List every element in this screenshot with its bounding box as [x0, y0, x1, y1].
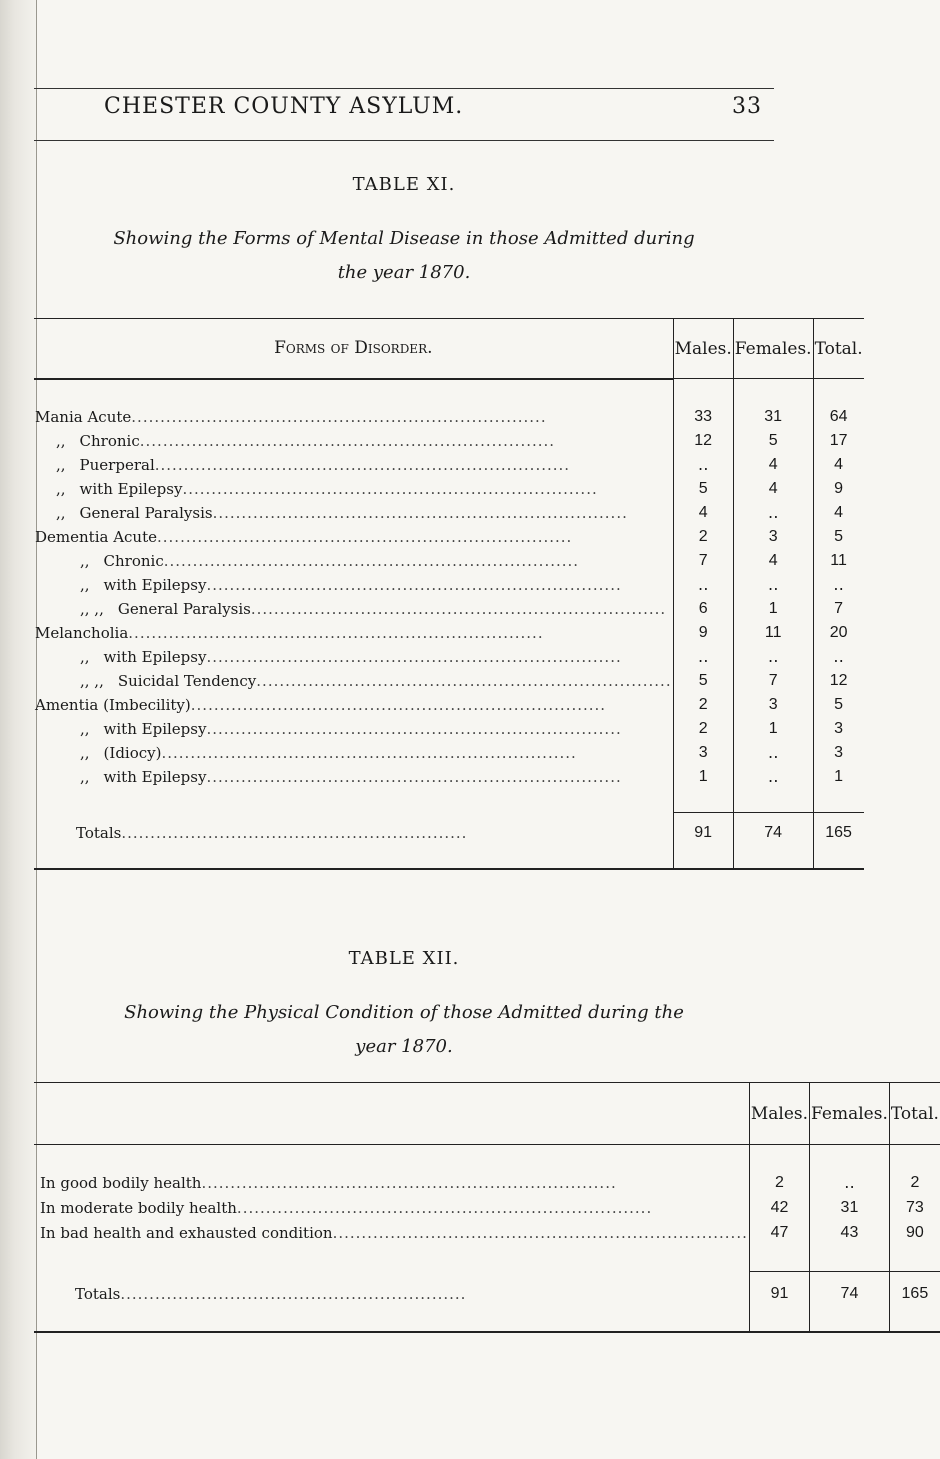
row-label-text: with Epilepsy: [103, 575, 207, 594]
row-label: [80, 744, 161, 762]
cell-total: 3: [813, 717, 864, 741]
table-row: In bad health and exhausted condition ........................................................................ 47 43 90: [34, 1221, 940, 1246]
cell-females: ‥: [733, 645, 813, 669]
row-label-text: Dementia Acute: [35, 527, 157, 546]
ditto-mark: ,,: [80, 647, 90, 666]
row-label-text: Chronic: [103, 551, 164, 570]
col-header-females: Females.: [733, 319, 813, 379]
cell-total: 20: [813, 621, 864, 645]
row-label: [35, 696, 191, 714]
table-row: In good bodily health ........................................................................ 2 ‥ 2: [34, 1171, 940, 1196]
cell-males: 7: [673, 549, 733, 573]
book-binding-edge: [0, 0, 37, 1459]
cell-total: 4: [813, 453, 864, 477]
row-label: [80, 768, 206, 786]
col-header-blank: [34, 1083, 749, 1145]
cell-females: 43: [810, 1221, 890, 1246]
cell-females: 31: [810, 1196, 890, 1221]
cell-total: 2: [889, 1171, 940, 1196]
cell-females: ‥: [733, 573, 813, 597]
table-row: ,, (Idiocy) ........................................................................ 3 ‥ 3: [34, 741, 864, 765]
cell-females: 4: [733, 477, 813, 501]
row-label-text: General Paralysis: [79, 503, 213, 522]
cell-females: 3: [733, 693, 813, 717]
row-label-text: In good bodily health: [40, 1174, 202, 1192]
row-label-text: Puerperal: [79, 455, 155, 474]
cell-total: 4: [813, 501, 864, 525]
cell-females: ‥: [810, 1171, 890, 1196]
row-label: [80, 552, 164, 570]
table12-totals-males: 91: [749, 1272, 809, 1316]
table11-title: TABLE XI.: [352, 174, 456, 195]
cell-males: ‥: [673, 645, 733, 669]
table-row: ,, General Paralysis ........................................................................ 4 ‥ 4: [34, 501, 864, 525]
row-label-text: Mania Acute: [35, 407, 132, 426]
table11-caption-line1: Showing the Forms of Mental Disease in those Admitted during: [113, 228, 695, 249]
table12-col-header-females: Females.: [810, 1083, 890, 1145]
cell-total: ‥: [813, 645, 864, 669]
cell-males: 6: [673, 597, 733, 621]
table-row: ,, Chronic ........................................................................ 7 4 11: [34, 549, 864, 573]
table12-title: TABLE XII.: [348, 948, 460, 969]
table-row: ,, with Epilepsy ........................................................................ 5 4 9: [34, 477, 864, 501]
table-row: ,, ,, General Paralysis ........................................................................ 6 1 7: [34, 597, 864, 621]
cell-males: 4: [673, 501, 733, 525]
ditto-mark: ,,: [56, 455, 66, 474]
row-label-text: In moderate bodily health: [40, 1199, 237, 1217]
cell-total: 9: [813, 477, 864, 501]
ditto-mark: ,,: [80, 575, 90, 594]
row-label: [80, 720, 206, 738]
cell-females: 11: [733, 621, 813, 645]
table12-col-header-males: Males.: [749, 1083, 809, 1145]
table-row: ,, with Epilepsy ........................................................................ ‥ ‥ ‥: [34, 645, 864, 669]
cell-males: 42: [749, 1196, 809, 1221]
running-head: [104, 94, 762, 119]
table-row: ,, Puerperal ........................................................................ ‥ 4 4: [34, 453, 864, 477]
table11-totals-females: 74: [733, 813, 813, 853]
cell-females: ‥: [733, 765, 813, 789]
header-rule: [34, 140, 774, 141]
ditto-mark: ,,: [56, 431, 66, 450]
row-label: [40, 1224, 333, 1242]
cell-total: 12: [813, 669, 864, 693]
row-label-text: with Epilepsy: [103, 719, 207, 738]
row-label-text: General Paralysis: [117, 599, 251, 618]
cell-total: 17: [813, 429, 864, 453]
table-row: In moderate bodily health ........................................................................ 42 31 73: [34, 1196, 940, 1221]
cell-males: 5: [673, 477, 733, 501]
ditto-mark: ,,: [56, 503, 66, 522]
row-label: [80, 648, 206, 666]
cell-males: 47: [749, 1221, 809, 1246]
document-page: [34, 0, 939, 1459]
cell-females: 1: [733, 717, 813, 741]
cell-total: ‥: [813, 573, 864, 597]
table11-totals-label: Totals: [76, 823, 122, 842]
cell-total: 3: [813, 741, 864, 765]
cell-total: 5: [813, 525, 864, 549]
row-label: [56, 432, 140, 450]
table-row: ,, ,, Suicidal Tendency ........................................................................ 5 7 12: [34, 669, 864, 693]
cell-males: 12: [673, 429, 733, 453]
table11-caption: [34, 222, 774, 290]
row-label-text: with Epilepsy: [103, 647, 207, 666]
cell-males: 9: [673, 621, 733, 645]
cell-females: 31: [733, 405, 813, 429]
top-rule: [34, 88, 774, 89]
row-label: [80, 672, 256, 690]
cell-males: 1: [673, 765, 733, 789]
table11-totals-row: Totals ............................................................ 91 74 165: [34, 813, 864, 853]
table12-caption-line2: year 1870.: [355, 1036, 453, 1057]
row-label: [56, 504, 213, 522]
table-row: Mania Acute ........................................................................ 33 31 64: [34, 405, 864, 429]
cell-males: 2: [673, 693, 733, 717]
table12-col-header-total: Total.: [889, 1083, 940, 1145]
table11-totals-males: 91: [673, 813, 733, 853]
row-label-text: Amentia (Imbecility): [35, 695, 191, 714]
row-label: [56, 480, 182, 498]
row-label-text: with Epilepsy: [79, 479, 183, 498]
row-label: [35, 624, 128, 642]
cell-females: 4: [733, 549, 813, 573]
table12-caption: [34, 996, 774, 1064]
ditto-mark: ,,: [56, 479, 66, 498]
ditto-mark: ,,: [80, 767, 90, 786]
ditto-mark: ,,: [80, 719, 90, 738]
table11: [34, 318, 864, 870]
ditto-mark: ,,: [80, 551, 90, 570]
row-label-text: with Epilepsy: [103, 767, 207, 786]
row-label-text: Suicidal Tendency: [117, 671, 257, 690]
table-row: Dementia Acute ........................................................................ 2 3 5: [34, 525, 864, 549]
ditto-mark: ,, ,,: [80, 599, 104, 618]
row-label: [56, 456, 155, 474]
cell-males: 33: [673, 405, 733, 429]
cell-females: 1: [733, 597, 813, 621]
cell-total: 64: [813, 405, 864, 429]
cell-total: 5: [813, 693, 864, 717]
table-row: ,, with Epilepsy ........................................................................ 2 1 3: [34, 717, 864, 741]
cell-males: 2: [673, 525, 733, 549]
table-row: ,, Chronic ........................................................................ 12 5 17: [34, 429, 864, 453]
table12-totals-total: 165: [889, 1272, 940, 1316]
row-label-text: In bad health and exhausted condition: [40, 1224, 333, 1242]
table12-totals-females: 74: [810, 1272, 890, 1316]
row-label: [35, 408, 131, 426]
cell-females: ‥: [733, 741, 813, 765]
row-label-text: Melancholia: [35, 623, 129, 642]
table12-totals-label: Totals: [75, 1284, 121, 1303]
cell-females: 3: [733, 525, 813, 549]
cell-total: 90: [889, 1221, 940, 1246]
cell-total: 7: [813, 597, 864, 621]
ditto-mark: ,,: [80, 743, 90, 762]
cell-females: 7: [733, 669, 813, 693]
cell-males: 3: [673, 741, 733, 765]
col-header-total: Total.: [813, 319, 864, 379]
row-label-text: Chronic: [79, 431, 140, 450]
table-row: Melancholia ........................................................................ 9 11 20: [34, 621, 864, 645]
table-row: Amentia (Imbecility) ........................................................................ 2 3 5: [34, 693, 864, 717]
ditto-mark: ,, ,,: [80, 671, 104, 690]
cell-total: 11: [813, 549, 864, 573]
table11-caption-line2: the year 1870.: [337, 262, 471, 283]
table12: [34, 1082, 940, 1333]
row-label: [40, 1174, 201, 1192]
cell-males: 5: [673, 669, 733, 693]
cell-males: 2: [749, 1171, 809, 1196]
row-label-text: (Idiocy): [103, 743, 162, 762]
table12-caption-line1: Showing the Physical Condition of those Admitted during the: [124, 1002, 684, 1023]
cell-males: ‥: [673, 573, 733, 597]
row-label: [35, 528, 157, 546]
page-number: 33: [732, 94, 762, 119]
cell-males: ‥: [673, 453, 733, 477]
row-label: [80, 600, 251, 618]
table11-totals-total: 165: [813, 813, 864, 853]
cell-males: 2: [673, 717, 733, 741]
cell-total: 73: [889, 1196, 940, 1221]
running-head-title: CHESTER COUNTY ASYLUM.: [104, 94, 464, 119]
col-header-forms: Forms of Disorder.: [274, 338, 433, 359]
cell-total: 1: [813, 765, 864, 789]
table-row: ,, with Epilepsy ........................................................................ ‥ ‥ ‥: [34, 573, 864, 597]
cell-females: 5: [733, 429, 813, 453]
col-header-males: Males.: [673, 319, 733, 379]
cell-females: 4: [733, 453, 813, 477]
cell-females: ‥: [733, 501, 813, 525]
row-label: [40, 1199, 237, 1217]
table-row: ,, with Epilepsy ........................................................................ 1 ‥ 1: [34, 765, 864, 789]
row-label: [80, 576, 206, 594]
table12-totals-row: Totals ............................................................ 91 74 165: [34, 1272, 940, 1316]
